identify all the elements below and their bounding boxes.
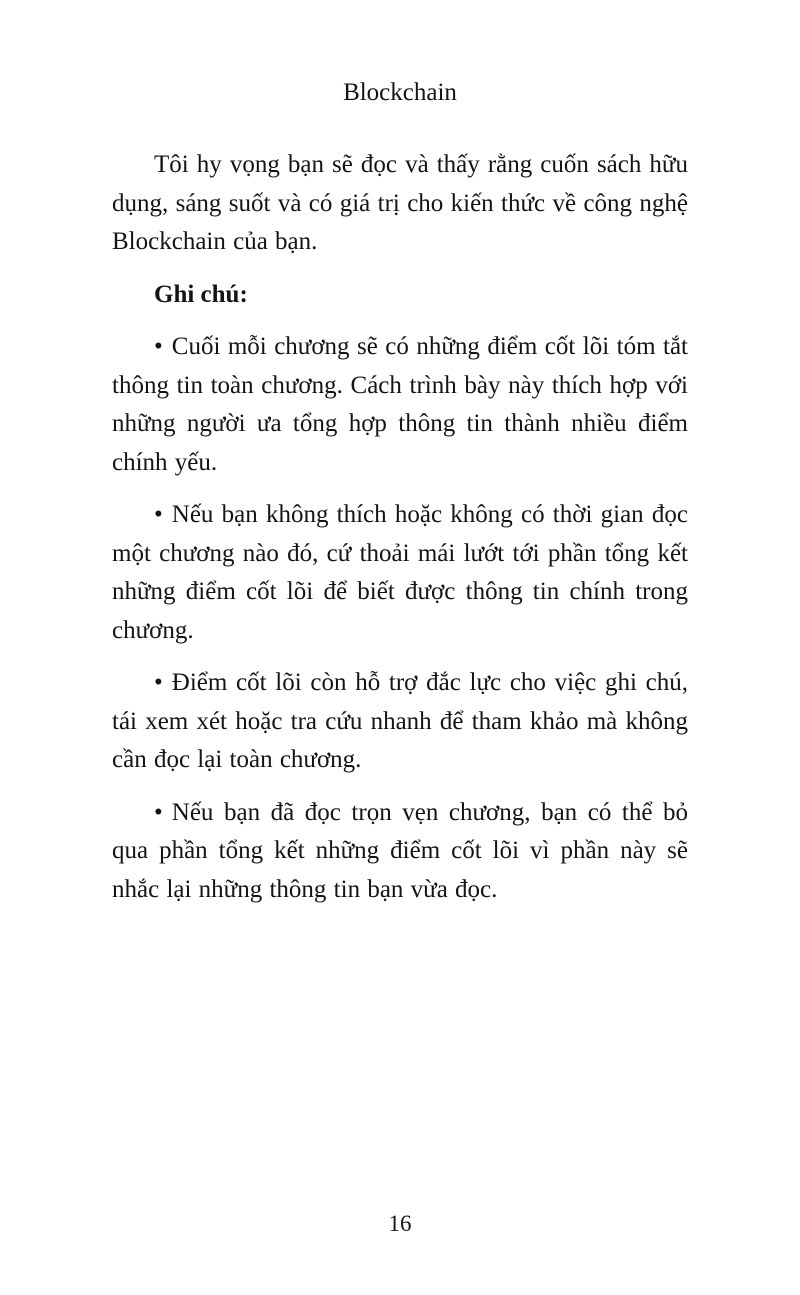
page-number: 16 <box>388 1211 412 1236</box>
bullet-icon: • <box>154 798 163 826</box>
bullet-item <box>112 496 688 650</box>
note-heading: Ghi chú: <box>154 280 248 308</box>
bullet-text: Điểm cốt lõi còn hỗ trợ đắc lực cho việc ghi chú, tái xem xét hoặc tra cứu nhanh để tham khảo mà không cần đọc lại toàn chương. <box>112 669 688 773</box>
page-body <box>112 146 688 909</box>
bullet-text: Nếu bạn đã đọc trọn vẹn chương, bạn có thể bỏ qua phần tổng kết những điểm cốt lõi vì phần này sẽ nhắc lại những thông tin bạn vừa đọc. <box>112 798 688 903</box>
bullet-text: Cuối mỗi chương sẽ có những điểm cốt lõi tóm tắt thông tin toàn chương. Cách trình bày này thích hợp với những người ưa tổng hợp thông tin thành nhiều điểm chính yếu. <box>112 333 688 476</box>
intro-paragraph: Tôi hy vọng bạn sẽ đọc và thấy rằng cuốn sách hữu dụng, sáng suốt và có giá trị cho kiến thức về công nghệ Blockchain của bạn. <box>112 151 688 255</box>
bullet-item <box>112 794 688 910</box>
bullet-item <box>112 328 688 482</box>
bullet-icon: • <box>154 669 163 696</box>
bullet-icon: • <box>154 333 163 360</box>
running-header: Blockchain <box>343 79 457 106</box>
bullet-icon: • <box>154 501 163 528</box>
bullet-text: Nếu bạn không thích hoặc không có thời gian đọc một chương nào đó, cứ thoải mái lướt tới phần tổng kết những điểm cốt lõi để biết được thông tin chính trong chương. <box>112 501 688 644</box>
bullet-item <box>112 664 688 780</box>
